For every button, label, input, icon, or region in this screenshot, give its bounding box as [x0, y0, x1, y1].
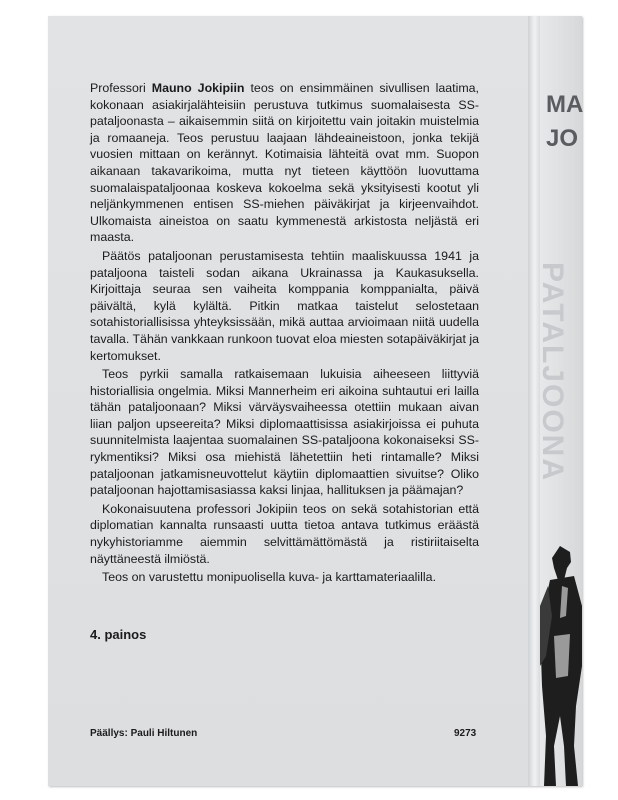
back-cover — [48, 16, 528, 786]
blurb-paragraph — [90, 248, 479, 364]
blurb-paragraph — [90, 501, 479, 567]
text-run: Teos on varustettu monipuolisella kuva- ja karttamateriaalilla. — [102, 570, 437, 585]
author-name: Mauno Jokipiin — [151, 81, 245, 95]
spine-author-line: MA — [546, 91, 584, 118]
blurb-text — [90, 80, 479, 588]
cover-designer-credit: Päällys: Pauli Hiltunen — [90, 728, 198, 739]
blurb-paragraph — [90, 366, 479, 499]
text-run: Professori — [90, 81, 152, 95]
spine-author-line: JO — [546, 125, 579, 152]
text-run: Teos pyrkii samalla ratkaisemaan lukuisia aiheeseen liittyviä historiallisia ongelmia. Miksi Mannerheim eri aikoina suhtautui eri lailla tähän pataljoonaan? Miksi värväysvaiheessa otettiin mukaan aivan liian paljon upseereita? Miksi diplomaattisissa asiakirjoissa ei puhuta suunnitelmista laajentaa suomalainen SS-pataljoona kokonaiseksi SS-rykmentiksi? Miksi osa miehistä lähetettiin heti rintamalle? Miksi pataljoonan jatkamisneuvottelut käytiin diplomaattien sivuitse? Oliko pataljoonan hajottamisasiassa kaksi linjaa, hallituksen ja päämajan? — [90, 367, 479, 498]
spine-author — [546, 88, 583, 156]
spine-title: PATALJOONA — [536, 262, 569, 482]
blurb-paragraph — [90, 569, 479, 586]
book — [48, 16, 582, 786]
edition-label: 4. painos — [90, 627, 147, 642]
blurb-paragraph — [90, 80, 479, 246]
soldier-illustration — [540, 546, 582, 786]
text-run: Päätös pataljoonan perustamisesta tehtiin maaliskuussa 1941 ja pataljoona taisteli sodan aikana Ukrainassa ja Kaukasuksella. Kirjoittaja seuraa sen vaiheita komppania komppanialta, päivä päivältä, kylä kylältä. Pitkin matkaa taistelut selostetaan sotahistoriallisissa yhteyksissään, mikä auttaa arvioimaan niitä uudella tavalla. Tähän vankkaan runkoon tuovat eloa miesten sotapäiväkirjat ja kertomukset. — [90, 248, 479, 363]
text-run: Kokonaisuutena professori Jokipiin teos on sekä sotahistorian että diplomatian kannalta runsaasti uutta tietoa antava tutkimus eräästä nykyhistoriamme aiemmin selvittämättömästä ja ristiriitaiselta näyttäneestä ilmiöstä. — [90, 501, 479, 566]
text-run: teos on ensimmäinen sivullisen laatima, kokonaan asiakirjalähteisiin perustuva tutkimus suomalaisesta SS-pataljoonasta – aikaisemmin siitä on kirjoitettu vain joitakin muistelmia ja romaaneja. Teos perustuu laajaan lähdeaineistoon, jonka tekijä vuosien mittaan on kerännyt. Kotimaisia lähteitä ovat mm. Suopon aikanaan takavarikoima, mutta nyt tieteen käyttöön luovuttama suomalaispataljoonaa koskeva kokoelma sekä yksityisesti kootut yli neljänkymmenen entisen SS-miehen päiväkirjat ja kirjeenvaihdot. Ulkomaista aineistoa on saatu kymmenestä arkistosta neljästä eri maasta. — [90, 81, 479, 245]
spine — [536, 16, 584, 786]
product-code: 9273 — [454, 728, 477, 739]
